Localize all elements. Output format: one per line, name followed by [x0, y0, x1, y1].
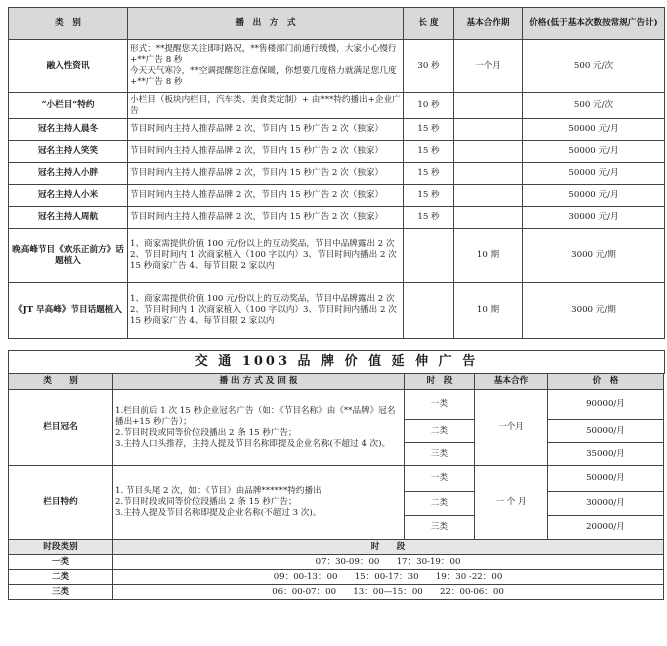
time-value: 06：00-07：00 13：00—15：00 22：00-06：00 — [113, 585, 664, 600]
header-price: 价 格 — [548, 374, 664, 390]
method-line: 3.主持人提及节目名称即提及企业名称(不超过 3 次)。 — [115, 508, 322, 518]
method-line: 2.节目时段或同等价位段播出 2 条 15 秒广告； — [115, 427, 297, 438]
group-coop: 一 个 月 — [475, 466, 548, 540]
slot-label: 一类 — [405, 390, 475, 420]
row-price: 30000 元/月 — [523, 207, 665, 229]
row-price: 50000 元/月 — [523, 185, 665, 207]
slot-price: 50000/月 — [548, 466, 664, 492]
method-line: 节目时间内主持人推荐品牌 2 次，节目内 15 秒广告 2 次（独家） — [130, 146, 384, 156]
header-coop: 基本合作 — [475, 374, 548, 390]
time-label: 一类 — [9, 555, 113, 570]
table-row — [9, 163, 665, 185]
header-method: 播 出 方 式 — [128, 8, 404, 40]
method-line: 节目时间内主持人推荐品牌 2 次，节目内 15 秒广告 2 次（独家） — [130, 190, 384, 200]
header-price: 价格(低于基本次数按常规广告计) — [523, 8, 665, 40]
row-length: 15 秒 — [404, 163, 454, 185]
method-line: 节目时间内主持人推荐品牌 2 次，节目内 15 秒广告 2 次（独家） — [130, 212, 384, 222]
row-period: 一个月 — [454, 40, 523, 93]
row-method — [128, 93, 404, 119]
time-value: 07：30-09：00 17：30-19：00 — [113, 555, 664, 570]
row-category: 晚高峰节目《欢乐正前方》话题植入 — [9, 229, 128, 283]
time-row — [9, 555, 664, 570]
slot-price: 50000/月 — [548, 420, 664, 443]
row-category: 冠名主持人小胖 — [9, 163, 128, 185]
method-line: 今天天气寒冷，**空调提醒您注意保暖，你想要几度格力就满足您几度+**广告 8 秒 — [130, 66, 397, 87]
row-length — [404, 283, 454, 339]
method-line: 1、商家需提供价值 100 元/份以上的互动奖品，节目中品牌露出 2 次 — [130, 239, 395, 249]
row-method — [128, 207, 404, 229]
table-row — [9, 40, 665, 93]
slot-label: 一类 — [405, 466, 475, 492]
row-price: 50000 元/月 — [523, 141, 665, 163]
group-coop: 一个月 — [475, 390, 548, 466]
group-method — [113, 390, 405, 466]
row-category: 冠名主持人晨冬 — [9, 119, 128, 141]
method-line: 1.栏目前后 1 次 15 秒企业冠名广告（如：《节目名称》由《**品牌》冠名播出+15 秒广告）； — [115, 405, 396, 427]
group-category: 栏目特约 — [9, 466, 113, 540]
brand-table — [8, 373, 664, 600]
row-period: 10 期 — [454, 283, 523, 339]
row-period — [454, 119, 523, 141]
row-method — [128, 185, 404, 207]
method-line: 节目时间内主持人推荐品牌 2 次，节目内 15 秒广告 2 次（独家） — [130, 124, 384, 134]
row-period — [454, 93, 523, 119]
row-length: 15 秒 — [404, 119, 454, 141]
table-row — [9, 283, 665, 339]
rates-table — [8, 7, 665, 339]
slot-label: 三类 — [405, 443, 475, 466]
row-price: 3000 元/期 — [523, 283, 665, 339]
table-row — [9, 229, 665, 283]
slot-price: 30000/月 — [548, 492, 664, 516]
method-line: 3.主持人口头推荐，主持人提及节目名称即提及企业名称(不超过 4 次)。 — [115, 438, 391, 449]
method-line: 形式：**提醒您关注即时路况，**售楼部门前通行缓慢，大家小心慢行+**广告 8 秒 — [130, 44, 397, 65]
row-category: 《JT 早高峰》节目话题植入 — [9, 283, 128, 339]
slot-price: 20000/月 — [548, 516, 664, 540]
row-category: 冠名主持人笑笑 — [9, 141, 128, 163]
slot-price: 90000/月 — [548, 390, 664, 420]
time-value: 09：00-13：00 15：00-17：30 19：30 -22：00 — [113, 570, 664, 585]
row-length: 15 秒 — [404, 207, 454, 229]
time-label: 二类 — [9, 570, 113, 585]
brand-table-title: 交 通 1003 品 牌 价 值 延 伸 广 告 — [8, 350, 665, 374]
table-row — [9, 141, 665, 163]
group-method — [113, 466, 405, 540]
row-method — [128, 229, 404, 283]
row-method — [128, 119, 404, 141]
row-length: 15 秒 — [404, 185, 454, 207]
row-period: 10 期 — [454, 229, 523, 283]
row-category: 融入性资讯 — [9, 40, 128, 93]
method-line: 2、节目时间内 1 次商家植入（100 字以内）3、节目时间内播出 2 次 15 秒商家广告 4、每节目限 2 家以内 — [130, 250, 397, 271]
method-line: 2、节目时间内 1 次商家植入（100 字以内）3、节目时间内播出 2 次 15 秒商家广告 4、每节目限 2 家以内 — [130, 305, 397, 326]
slot-label: 二类 — [405, 492, 475, 516]
row-price: 500 元/次 — [523, 93, 665, 119]
row-length: 15 秒 — [404, 141, 454, 163]
row-method — [128, 283, 404, 339]
row-length: 10 秒 — [404, 93, 454, 119]
row-price: 50000 元/月 — [523, 163, 665, 185]
time-label: 三类 — [9, 585, 113, 600]
time-header-row — [9, 540, 664, 555]
row-length: 30 秒 — [404, 40, 454, 93]
row-method — [128, 40, 404, 93]
table-row — [9, 93, 665, 119]
time-header-value: 时 段 — [113, 540, 664, 555]
slot-label: 三类 — [405, 516, 475, 540]
header-category: 类 别 — [9, 374, 113, 390]
method-line: 节目时间内主持人推荐品牌 2 次，节目内 15 秒广告 2 次（独家） — [130, 168, 384, 178]
header-method: 播 出 方 式 及 回 报 — [113, 374, 405, 390]
header-category: 类 别 — [9, 8, 128, 40]
row-length — [404, 229, 454, 283]
method-line: 1. 节目头尾 2 次，如：《节目》由品牌******特约播出 — [115, 486, 322, 496]
row-price: 50000 元/月 — [523, 119, 665, 141]
row-period — [454, 163, 523, 185]
header-slot: 时 段 — [405, 374, 475, 390]
header-period: 基本合作期 — [454, 8, 523, 40]
time-row — [9, 570, 664, 585]
slot-label: 二类 — [405, 420, 475, 443]
method-line: 小栏目（板块内栏目，汽车类、美食类定制）+ 由***特约播出+企业广告 — [130, 94, 401, 116]
group-category: 栏目冠名 — [9, 390, 113, 466]
table-row — [9, 185, 665, 207]
row-method — [128, 163, 404, 185]
method-line: 2.节目时段或同等价位段播出 2 条 15 秒广告； — [115, 497, 297, 507]
time-header-label: 时段类别 — [9, 540, 113, 555]
row-category: 冠名主持人小米 — [9, 185, 128, 207]
row-category: 冠名主持人周航 — [9, 207, 128, 229]
time-row — [9, 585, 664, 600]
table-row — [9, 466, 664, 492]
slot-price: 35000/月 — [548, 443, 664, 466]
row-method — [128, 141, 404, 163]
header-length: 长 度 — [404, 8, 454, 40]
row-period — [454, 185, 523, 207]
row-category: “小栏目”特约 — [9, 93, 128, 119]
table-row — [9, 207, 665, 229]
row-price: 3000 元/期 — [523, 229, 665, 283]
method-line: 1、商家需提供价值 100 元/份以上的互动奖品，节目中品牌露出 2 次 — [130, 294, 395, 304]
table-row — [9, 390, 664, 420]
row-period — [454, 207, 523, 229]
table-row — [9, 119, 665, 141]
row-price: 500 元/次 — [523, 40, 665, 93]
row-period — [454, 141, 523, 163]
